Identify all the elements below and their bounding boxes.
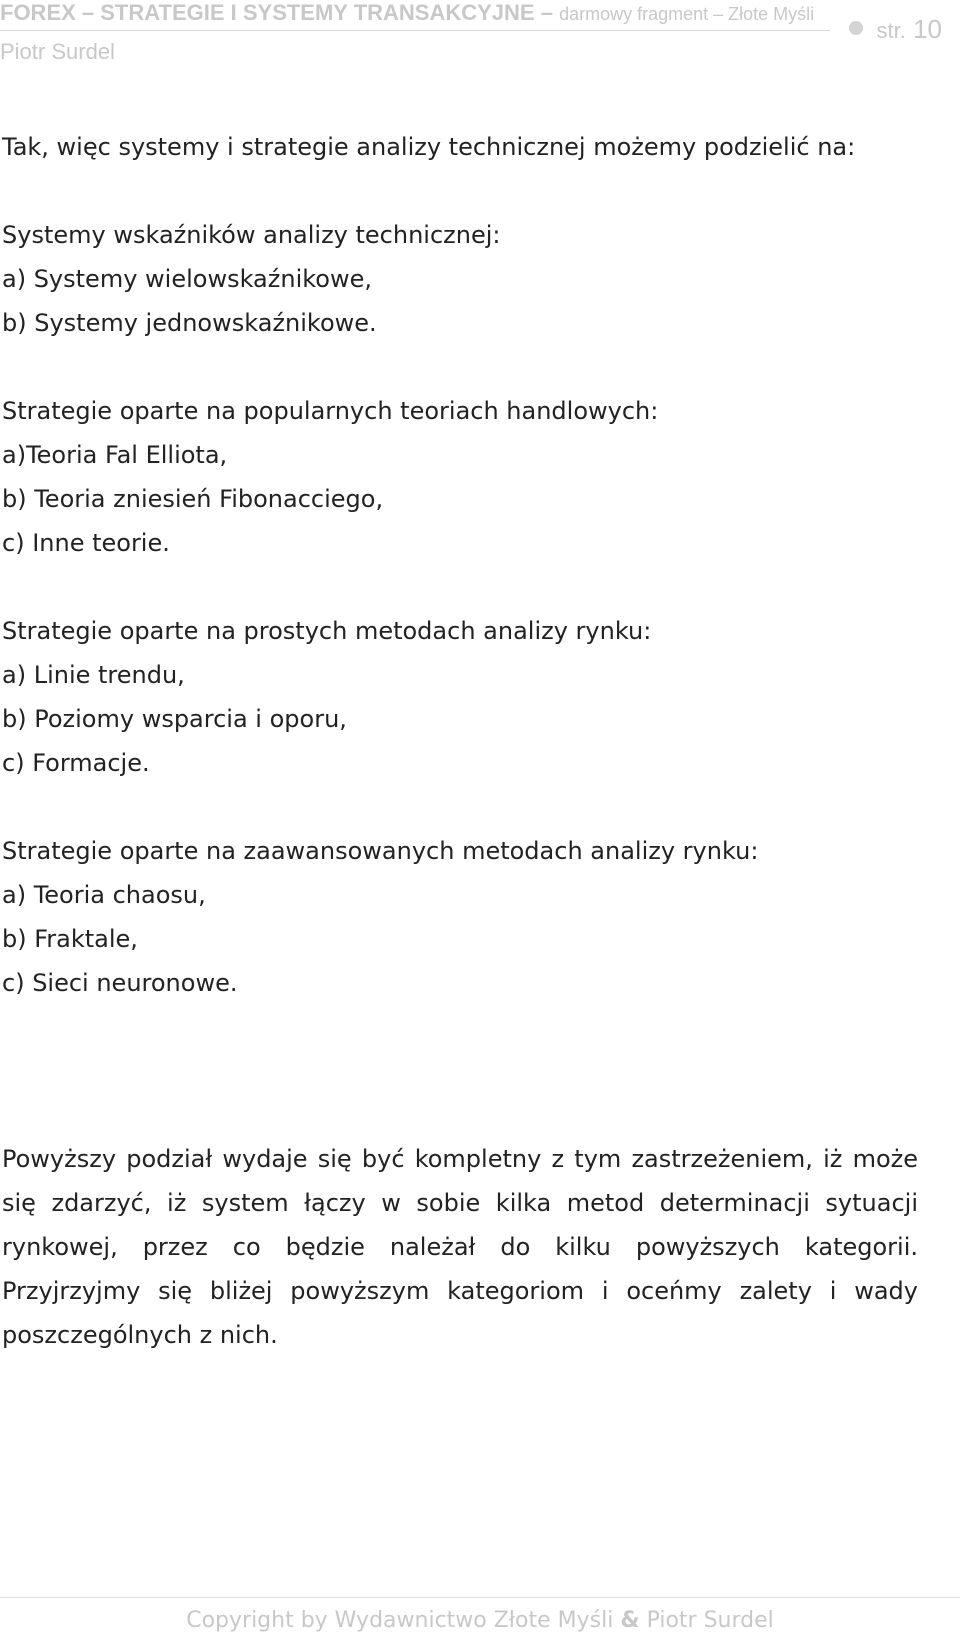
- category-item: a)Teoria Fal Elliota,: [2, 441, 228, 469]
- running-author: Piotr Surdel: [0, 39, 115, 64]
- category-heading: Strategie oparte na popularnych teoriach handlowych:: [2, 397, 659, 425]
- spacer: [2, 785, 918, 829]
- running-title-main: FOREX – STRATEGIE I SYSTEMY TRANSAKCYJNE –: [0, 0, 553, 25]
- category-group: [2, 829, 918, 1005]
- category-item: c) Inne teorie.: [2, 529, 170, 557]
- category-group: [2, 609, 918, 785]
- category-item: c) Sieci neuronowe.: [2, 969, 238, 997]
- intro-paragraph: Tak, więc systemy i strategie analizy technicznej możemy podzielić na:: [2, 133, 856, 161]
- spacer: [2, 169, 918, 213]
- copyright-author: Piotr Surdel: [646, 1608, 774, 1633]
- footer-rule: [0, 1597, 960, 1598]
- category-item: b) Teoria zniesień Fibonacciego,: [2, 485, 384, 513]
- category-heading: Strategie oparte na zaawansowanych metodach analizy rynku:: [2, 837, 759, 865]
- category-group: [2, 213, 918, 345]
- category-item: a) Systemy wielowskaźnikowe,: [2, 265, 372, 293]
- category-item: b) Poziomy wsparcia i oporu,: [2, 705, 347, 733]
- page-number: [849, 12, 943, 48]
- header-rule: [0, 30, 830, 31]
- spacer: [2, 1005, 918, 1137]
- page-number-value: 10: [913, 14, 942, 44]
- category-item: a) Linie trendu,: [2, 661, 185, 689]
- spacer: [2, 345, 918, 389]
- spacer: [2, 565, 918, 609]
- category-heading: Systemy wskaźników analizy technicznej:: [2, 221, 501, 249]
- page-number-label: str.: [876, 18, 906, 43]
- category-item: b) Systemy jednowskaźnikowe.: [2, 309, 377, 337]
- page-footer: [0, 1606, 960, 1636]
- page-header: [0, 0, 960, 70]
- running-title-sub: darmowy fragment – Złote Myśli: [559, 4, 815, 24]
- category-item: a) Teoria chaosu,: [2, 881, 206, 909]
- copyright-ampersand: &: [620, 1608, 640, 1633]
- running-title: [0, 0, 814, 30]
- copyright-text: Copyright by Wydawnictwo Złote Myśli: [186, 1608, 614, 1633]
- bullet-dot-icon: [849, 21, 863, 35]
- page-body: [2, 125, 918, 1357]
- category-group: [2, 389, 918, 565]
- closing-paragraph: Powyższy podział wydaje się być kompletny z tym zastrzeżeniem, iż może się zdarzyć, iż system łączy w sobie kilka metod determinacji sytuacji rynkowej, przez co będzie należał do kilku powyższych kategorii. Przyjrzyjmy się bliżej powyższym kategoriom i oceńmy zalety i wady poszczególnych z nich.: [2, 1145, 918, 1349]
- category-item: b) Fraktale,: [2, 925, 138, 953]
- category-item: c) Formacje.: [2, 749, 150, 777]
- category-heading: Strategie oparte na prostych metodach analizy rynku:: [2, 617, 652, 645]
